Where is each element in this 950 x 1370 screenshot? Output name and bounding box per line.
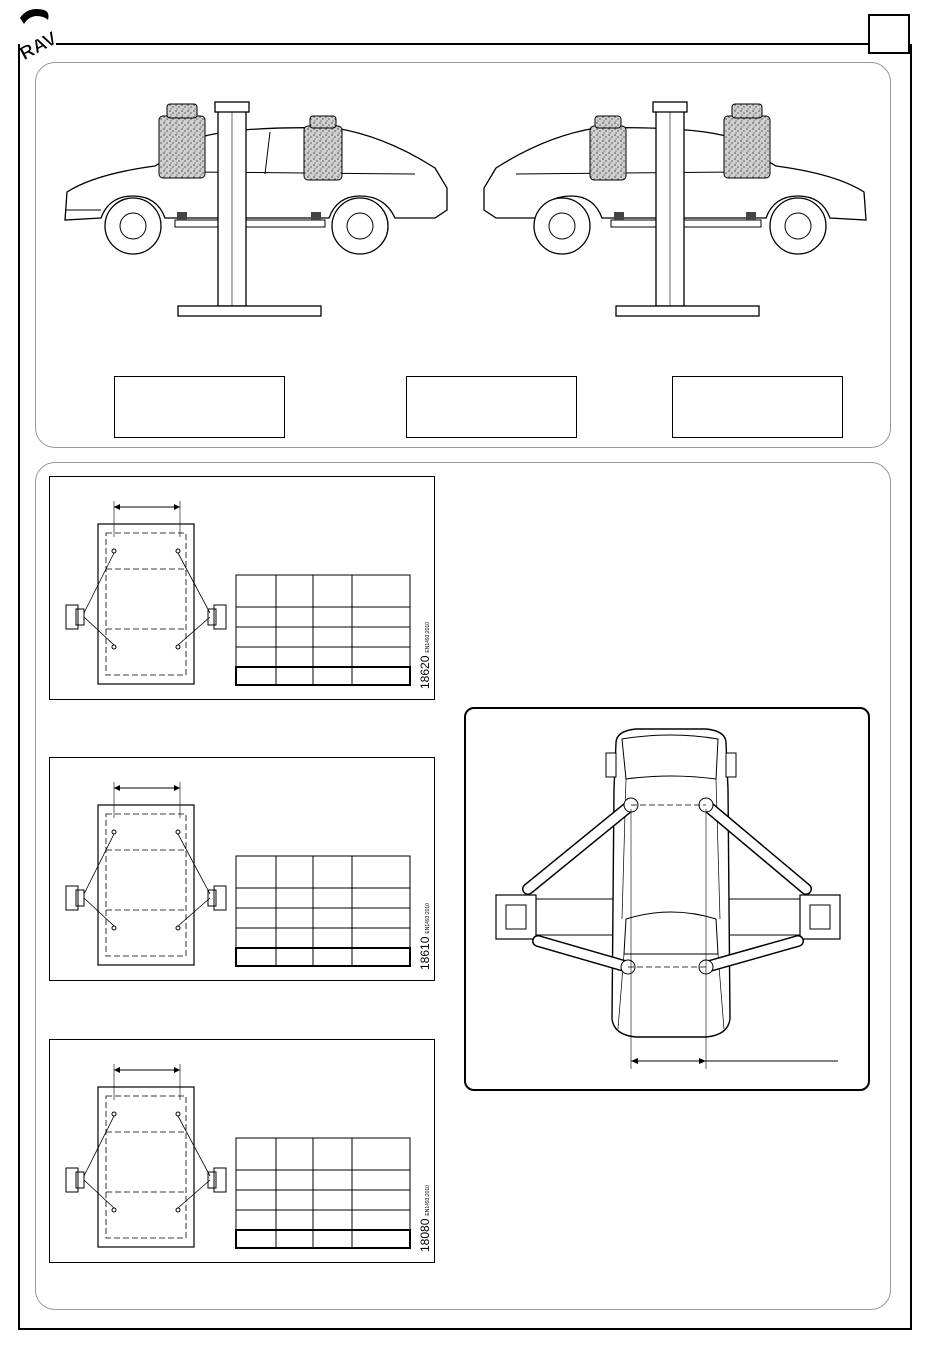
spec-code-label [418, 1185, 432, 1252]
label-box-right [672, 376, 843, 438]
weight-icon [304, 116, 342, 180]
model-number: 18610 [418, 936, 432, 970]
standard-code: EN1493:2010 [425, 622, 431, 653]
lift-footprint-diagram [50, 1040, 434, 1262]
spec-card-18080 [49, 1039, 435, 1263]
standard-code: EN1493:2010 [425, 1185, 431, 1216]
car-on-lift-front-weights-illustration [55, 92, 455, 324]
spec-code-label [418, 622, 432, 689]
weight-icon [590, 116, 626, 180]
lift-footprint-diagram [50, 477, 434, 699]
label-box-left [114, 376, 285, 438]
model-number: 18080 [418, 1218, 432, 1252]
weight-icon [159, 104, 205, 178]
weight-icon [724, 104, 770, 178]
spec-card-18620 [49, 476, 435, 700]
model-number: 18620 [418, 655, 432, 689]
lift-top-view-box [464, 707, 870, 1091]
car-on-lift-rear-weights-illustration [476, 92, 876, 324]
spec-card-18610 [49, 757, 435, 981]
standard-code: EN1493:2010 [425, 903, 431, 934]
label-box-center [406, 376, 577, 438]
lift-footprint-diagram [50, 758, 434, 980]
logo-text: RAV [16, 28, 60, 62]
spec-code-label [418, 903, 432, 970]
lift-top-view-illustration [466, 709, 868, 1089]
